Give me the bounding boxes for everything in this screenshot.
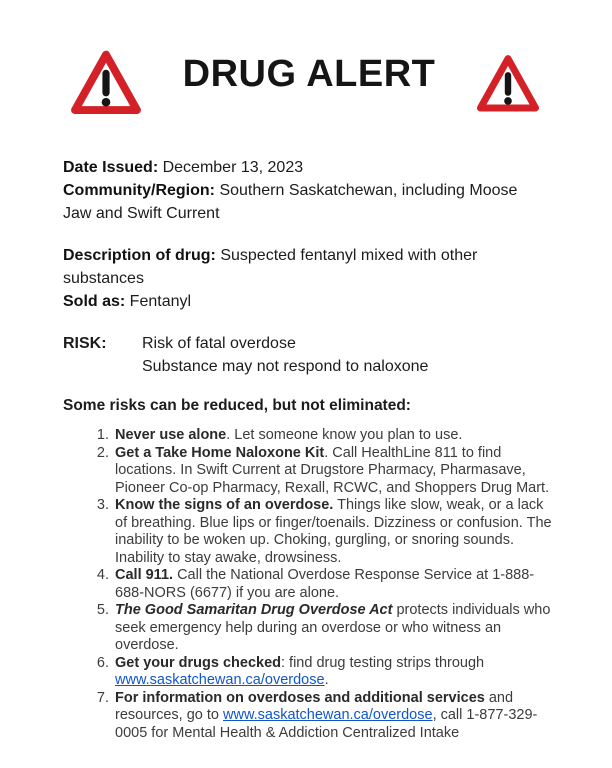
- list-item-never-use-alone: [113, 427, 553, 445]
- description-line: [63, 247, 477, 287]
- issue-info-block: [63, 156, 521, 225]
- drug-info-block: [63, 244, 521, 313]
- risk-line-1: Risk of fatal overdose: [142, 335, 296, 352]
- risk-block: [63, 332, 533, 378]
- community-region-line: [63, 182, 517, 222]
- sold-as-line: [63, 293, 191, 310]
- document-body: [63, 140, 563, 742]
- page-title: DRUG ALERT: [182, 53, 436, 95]
- item-bold-lead: Call 911.: [115, 567, 174, 583]
- warning-triangle-icon: [70, 48, 142, 121]
- list-item-good-samaritan-act: [113, 602, 553, 655]
- item-text: Things like slow, weak, or a lack of breathing. Blue lips or finger/toenails. Dizziness or confusion. The inability to be woken up. Choking, gurgling, or snoring sounds. Inability to stay awake, drowsiness.: [115, 497, 552, 566]
- item-bold-lead: Get a Take Home Naloxone Kit: [115, 444, 325, 461]
- document-header: [0, 0, 612, 140]
- risk-label: RISK:: [63, 335, 107, 352]
- item-bold-italic-lead: The Good Samaritan Drug Overdose Act: [115, 602, 393, 618]
- item-text: protects individuals who seek emergency help during an overdose or who witness an overdose.: [115, 602, 551, 653]
- date-issued-value: December 13, 2023: [158, 159, 304, 176]
- precautions-heading: Some risks can be reduced, but not eliminated:: [63, 397, 411, 414]
- list-item-call-911: [113, 567, 553, 602]
- item-text: : find drug testing strips through: [281, 654, 485, 671]
- date-issued-label: Date Issued:: [63, 159, 159, 176]
- precautions-list: [63, 427, 553, 742]
- list-item-signs-of-overdose: [113, 497, 553, 567]
- saskatchewan-overdose-link[interactable]: www.saskatchewan.ca/overdose: [115, 672, 325, 688]
- item-text: , call 1-877-329-0005 for Mental Health & Addiction Centralized Intake: [115, 707, 538, 741]
- item-text: and resources, go to: [115, 689, 514, 723]
- list-item-more-information: [113, 690, 553, 743]
- community-region-value: Southern Saskatchewan, including Moose Jaw and Swift Current: [63, 182, 518, 222]
- item-bold-lead: Know the signs of an overdose.: [115, 497, 334, 513]
- list-item-drugs-checked: [113, 655, 553, 690]
- warning-triangle-icon: [476, 52, 540, 119]
- list-item-naloxone-kit: [113, 445, 553, 498]
- risk-lines: [142, 332, 533, 378]
- description-label: Description of drug:: [63, 247, 216, 264]
- item-bold-lead: Never use alone: [115, 427, 227, 443]
- sold-as-label: Sold as:: [63, 293, 126, 310]
- date-issued-line: [63, 159, 303, 176]
- risk-line-2: Substance may not respond to naloxone: [142, 358, 429, 375]
- item-text: . Call HealthLine 811 to find locations. In Swift Current at Drugstore Pharmacy, Pharmasave, Pioneer Co-op Pharmacy, Rexall, RCWC, and Shoppers Drug Mart.: [115, 444, 550, 496]
- item-text: Call the National Overdose Response Service at 1-888-688-NORS (6677) if you are alone.: [115, 567, 535, 601]
- community-region-label: Community/Region:: [63, 182, 215, 199]
- sold-as-value: Fentanyl: [125, 293, 192, 310]
- item-text: . Let someone know you plan to use.: [226, 427, 463, 443]
- saskatchewan-overdose-link[interactable]: www.saskatchewan.ca/overdose: [223, 707, 433, 723]
- description-value: Suspected fentanyl mixed with other substances: [63, 247, 478, 287]
- item-text: .: [324, 672, 329, 688]
- item-bold-lead: For information on overdoses and additional services: [115, 689, 485, 706]
- item-bold-lead: Get your drugs checked: [115, 654, 281, 671]
